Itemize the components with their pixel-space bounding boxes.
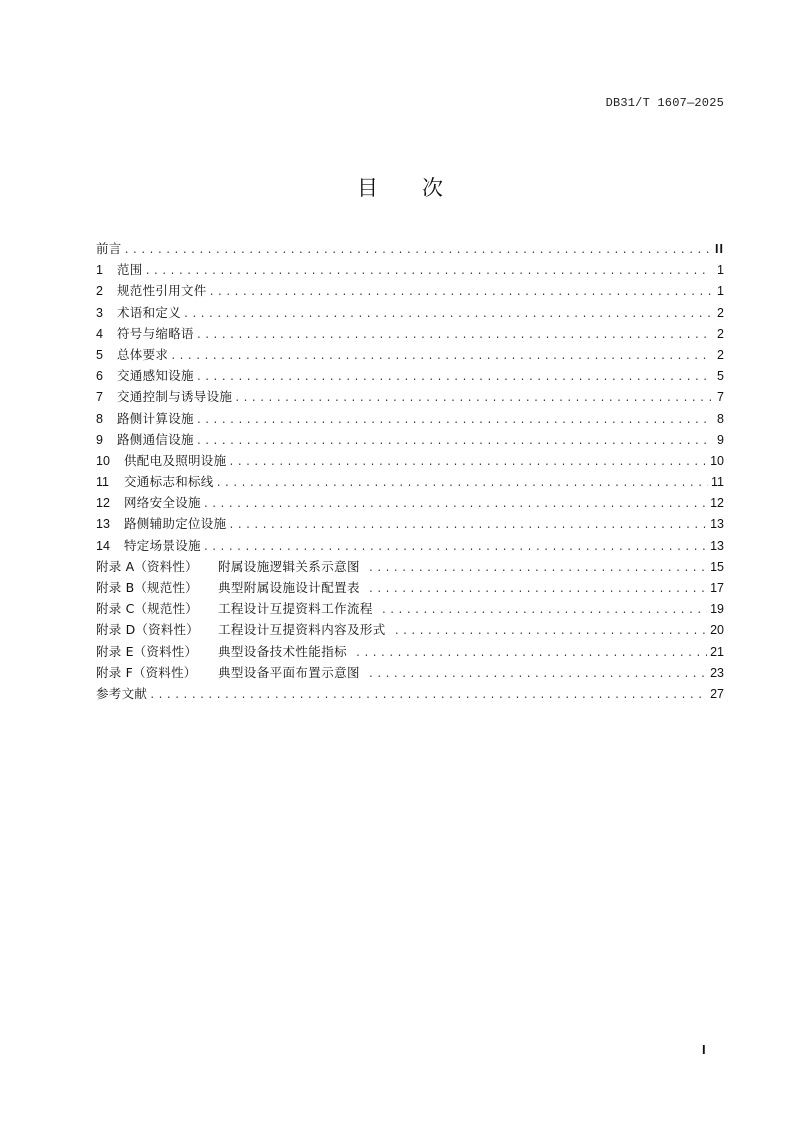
toc-entry-page: 15 [710, 559, 724, 574]
dot-leader [355, 644, 707, 665]
toc-entry-number: 8 [96, 411, 103, 426]
toc-entry-label: 供配电及照明设施 [124, 452, 227, 468]
toc-entry-number: 5 [96, 347, 103, 362]
toc-entry-page: II [715, 242, 724, 256]
toc-entry-label: 网络安全设施 [124, 495, 201, 511]
appendix-title: 工程设计互提资料工作流程 [218, 601, 373, 617]
toc-entry-page: 7 [717, 390, 724, 405]
toc-entry-page: 13 [710, 517, 724, 532]
toc-entry-page: 20 [710, 623, 724, 638]
appendix-title: 典型设备技术性能指标 [218, 643, 348, 659]
toc-entry-page: 1 [717, 263, 724, 278]
appendix-prefix: 附录 E（资料性） [96, 643, 198, 659]
toc-entry-label: 前言 [96, 241, 122, 256]
toc-entry-page: 23 [710, 665, 724, 680]
toc-entry-number: 12 [96, 496, 110, 511]
toc-entry-label: 符号与缩略语 [117, 325, 194, 341]
toc-entry-label: 交通感知设施 [117, 368, 194, 384]
dot-leader [196, 326, 711, 347]
toc-entry-number: 2 [96, 284, 103, 299]
toc-entry-label: 路侧计算设施 [117, 410, 194, 426]
appendix-prefix: 附录 B（规范性） [96, 580, 198, 595]
toc-entry-12[interactable] [96, 492, 724, 513]
toc-appendix-e[interactable] [96, 641, 724, 662]
toc-entry-number: 9 [96, 432, 103, 447]
toc-entry-7[interactable] [96, 386, 724, 407]
toc-appendix-c[interactable] [96, 598, 724, 619]
toc-entry-label: 交通标志和标线 [124, 474, 214, 490]
toc-entry-number: 1 [96, 263, 103, 278]
toc-entry-number: 4 [96, 326, 103, 341]
toc-entry-page: 10 [710, 453, 724, 468]
dot-leader [145, 262, 711, 283]
title-char-1: 目 [357, 176, 378, 200]
toc-entry-page: 13 [710, 538, 724, 553]
page-number: I [702, 1042, 706, 1057]
dot-leader [368, 559, 707, 580]
toc-entry-page: 2 [717, 326, 724, 341]
dot-leader [124, 241, 711, 262]
toc-entry-13[interactable] [96, 513, 724, 534]
toc-entry-label: 术语和定义 [117, 304, 182, 320]
dot-leader [216, 474, 708, 495]
toc-entry-6[interactable] [96, 365, 724, 386]
toc-entry-page: 19 [710, 602, 724, 617]
dot-leader [394, 622, 707, 643]
appendix-prefix: 附录 D（资料性） [96, 622, 199, 638]
toc-entry-page: 17 [710, 581, 724, 595]
dot-leader [368, 580, 707, 601]
toc-appendix-b[interactable] [96, 577, 724, 598]
page-title [0, 172, 800, 202]
toc-entry-page: 11 [711, 475, 724, 490]
appendix-prefix: 附录 F（资料性） [96, 664, 197, 680]
toc-entry-references[interactable] [96, 683, 724, 704]
toc-entry-10[interactable] [96, 450, 724, 471]
dot-leader [368, 665, 707, 686]
toc-entry-foreword[interactable] [96, 238, 724, 259]
dot-leader [149, 686, 707, 707]
dot-leader [209, 283, 711, 304]
table-of-contents [96, 238, 724, 704]
toc-entry-label: 交通控制与诱导设施 [117, 389, 233, 405]
dot-leader [381, 601, 707, 622]
toc-entry-page: 5 [717, 369, 724, 384]
appendix-title: 典型附属设施设计配置表 [218, 580, 360, 595]
toc-entry-number: 11 [96, 475, 109, 490]
toc-entry-9[interactable] [96, 429, 724, 450]
toc-entry-number: 7 [96, 390, 103, 405]
document-code: DB31/T 1607—2025 [605, 96, 724, 110]
appendix-title: 典型设备平面布置示意图 [218, 664, 360, 680]
toc-entry-page: 1 [717, 284, 724, 299]
toc-entry-14[interactable] [96, 535, 724, 556]
appendix-prefix: 附录 C（规范性） [96, 601, 199, 617]
toc-entry-number: 6 [96, 369, 103, 384]
toc-appendix-d[interactable] [96, 619, 724, 640]
toc-entry-5[interactable] [96, 344, 724, 365]
appendix-prefix: 附录 A（资料性） [96, 558, 198, 574]
toc-entry-number: 14 [96, 538, 110, 553]
dot-leader [234, 389, 711, 410]
toc-entry-page: 2 [717, 347, 724, 362]
toc-entry-4[interactable] [96, 323, 724, 344]
toc-entry-label: 参考文献 [96, 685, 148, 701]
appendix-title: 附属设施逻辑关系示意图 [218, 558, 360, 574]
toc-entry-3[interactable] [96, 302, 724, 323]
toc-appendix-f[interactable] [96, 662, 724, 683]
toc-entry-label: 路侧辅助定位设施 [124, 516, 227, 532]
toc-entry-page: 12 [710, 496, 724, 511]
dot-leader [203, 495, 707, 516]
toc-appendix-a[interactable] [96, 556, 724, 577]
toc-entry-2[interactable] [96, 280, 724, 301]
appendix-title: 工程设计互提资料内容及形式 [218, 622, 386, 638]
toc-entry-label: 特定场景设施 [124, 537, 201, 553]
toc-entry-number: 10 [96, 453, 110, 468]
toc-entry-page: 8 [717, 411, 724, 426]
toc-entry-11[interactable] [96, 471, 724, 492]
dot-leader [183, 305, 711, 326]
toc-entry-page: 2 [717, 305, 724, 320]
toc-entry-label: 规范性引用文件 [117, 283, 207, 299]
toc-entry-number: 3 [96, 305, 103, 320]
dot-leader [196, 411, 711, 432]
dot-leader [196, 432, 711, 453]
dot-leader [170, 347, 711, 368]
dot-leader [228, 453, 707, 474]
toc-entry-label: 范围 [117, 262, 143, 278]
dot-leader [228, 516, 707, 537]
toc-entry-number: 13 [96, 517, 110, 532]
toc-entry-1[interactable] [96, 259, 724, 280]
toc-entry-page: 21 [710, 644, 724, 659]
title-char-2: 次 [422, 176, 443, 200]
toc-entry-label: 总体要求 [117, 346, 169, 362]
toc-entry-page: 27 [710, 686, 724, 701]
dot-leader [196, 368, 711, 389]
toc-entry-label: 路侧通信设施 [117, 431, 194, 447]
toc-entry-page: 9 [717, 432, 724, 447]
toc-entry-8[interactable] [96, 408, 724, 429]
